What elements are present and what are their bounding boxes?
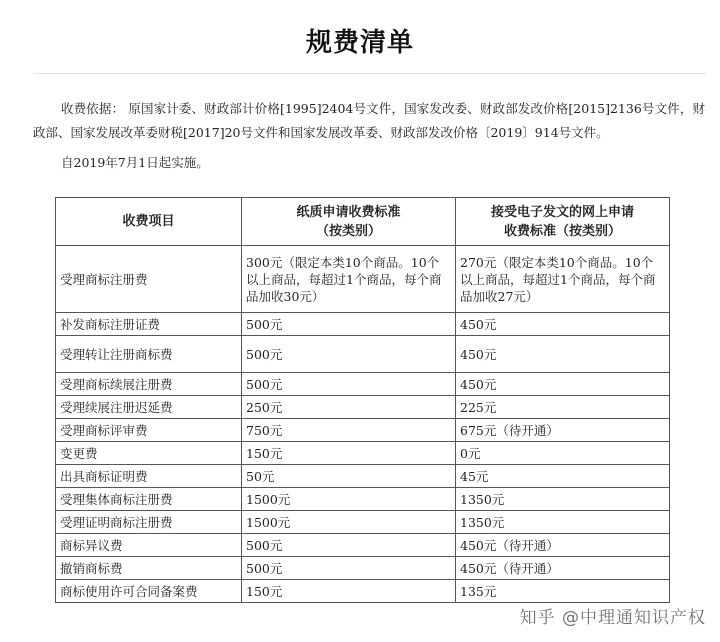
header-online-fee-line1: 接受电子发文的网上申请: [490, 204, 634, 220]
paper-fee-cell: 750元: [242, 419, 456, 442]
online-fee-cell: 135元: [456, 580, 670, 603]
header-online-fee-line2: 收费标准（按类别）: [503, 223, 621, 239]
fee-item-cell: 撤销商标费: [56, 557, 242, 580]
fee-basis-paragraph: 收费依据： 原国家计委、财政部计价格[1995]2404号文件，国家发改委、财政部发改价格[2015]2136号文件，财政部、国家发展改革委财税[2017]20号文件和国家发展改革委、财政部发改价格〔2019〕914号文件。: [33, 101, 705, 140]
table-row: [56, 465, 670, 488]
effective-date-paragraph: 自2019年7月1日起实施。: [61, 155, 209, 170]
paper-fee-cell: 500元: [242, 373, 456, 396]
paper-fee-cell: 500元: [242, 534, 456, 557]
watermark: 知乎 @中理通知识产权: [519, 608, 706, 628]
header-paper-fee-line1: 纸质申请收费标准: [296, 204, 401, 220]
online-fee-cell: 1350元: [456, 511, 670, 534]
online-fee-cell: 0元: [456, 442, 670, 465]
fee-item-cell: 补发商标注册证费: [56, 313, 242, 336]
fee-item-cell: 受理商标续展注册费: [56, 373, 242, 396]
fee-table: [55, 197, 670, 603]
paper-fee-cell: 500元: [242, 313, 456, 336]
paper-fee-cell: 150元: [242, 442, 456, 465]
table-row: [56, 511, 670, 534]
fee-item-cell: 受理商标评审费: [56, 419, 242, 442]
fee-item-cell: 变更费: [56, 442, 242, 465]
table-row: [56, 488, 670, 511]
table-row: [56, 313, 670, 336]
table-row: [56, 419, 670, 442]
table-row: [56, 373, 670, 396]
fee-item-cell: 商标异议费: [56, 534, 242, 557]
fee-item-cell: 商标使用许可合同备案费: [56, 580, 242, 603]
online-fee-cell: 450元（待开通）: [456, 557, 670, 580]
header-paper-fee: [242, 198, 456, 246]
paper-fee-cell: 1500元: [242, 511, 456, 534]
paper-fee-cell: 500元: [242, 336, 456, 373]
header-fee-item-label: 收费项目: [122, 214, 175, 229]
table-row: [56, 534, 670, 557]
online-fee-cell: 450元: [456, 336, 670, 373]
online-fee-cell: 450元: [456, 313, 670, 336]
page-title: 规费清单: [305, 28, 414, 58]
header-online-fee: [456, 198, 670, 246]
online-fee-cell: 225元: [456, 396, 670, 419]
table-row: [56, 580, 670, 603]
online-fee-cell: 675元（待开通）: [456, 419, 670, 442]
online-fee-cell: 450元: [456, 373, 670, 396]
paper-fee-cell: 250元: [242, 396, 456, 419]
paper-fee-cell: 150元: [242, 580, 456, 603]
table-row: [56, 557, 670, 580]
header-paper-fee-line2: （按类别）: [315, 223, 381, 239]
online-fee-cell: 450元（待开通）: [456, 534, 670, 557]
title-divider: [34, 73, 706, 74]
table-row: [56, 442, 670, 465]
fee-item-cell: 受理商标注册费: [56, 246, 242, 313]
online-fee-cell: 270元（限定本类10个商品。10个以上商品，每超过1个商品，每个商品加收27元）: [456, 246, 670, 313]
paper-fee-cell: 500元: [242, 557, 456, 580]
fee-item-cell: 受理续展注册迟延费: [56, 396, 242, 419]
header-fee-item: [56, 198, 242, 246]
fee-item-cell: 出具商标证明费: [56, 465, 242, 488]
table-header-row: [56, 198, 670, 246]
paper-fee-cell: 50元: [242, 465, 456, 488]
fee-item-cell: 受理集体商标注册费: [56, 488, 242, 511]
online-fee-cell: 1350元: [456, 488, 670, 511]
table-row: [56, 336, 670, 373]
table-row: [56, 246, 670, 313]
table-row: [56, 396, 670, 419]
paper-fee-cell: 300元（限定本类10个商品。10个以上商品，每超过1个商品，每个商品加收30元）: [242, 246, 456, 313]
fee-item-cell: 受理证明商标注册费: [56, 511, 242, 534]
online-fee-cell: 45元: [456, 465, 670, 488]
paper-fee-cell: 1500元: [242, 488, 456, 511]
fee-item-cell: 受理转让注册商标费: [56, 336, 242, 373]
